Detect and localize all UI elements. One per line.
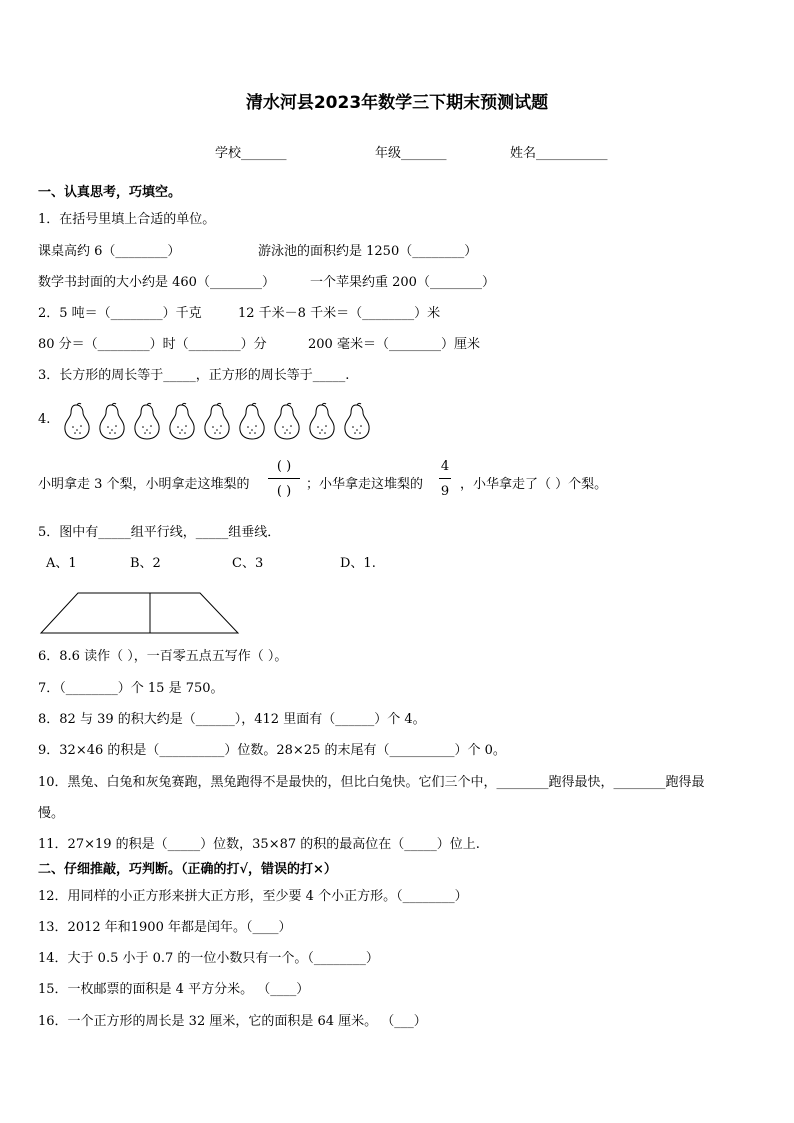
question-14: 14．大于 0.5 小于 0.7 的一位小数只有一个。（________） (38, 951, 379, 966)
pear-icon (275, 403, 299, 439)
pear-icon (65, 403, 89, 439)
question-3: 3．长方形的周长等于_____，正方形的周长等于_____. (38, 368, 350, 383)
pear-icon (310, 403, 334, 439)
name-field: 姓名___________ (510, 146, 608, 161)
pear-icon (100, 403, 124, 439)
page-title: 清水河县2023年数学三下期末预测试题 (245, 93, 549, 113)
question-6: 6．8.6 读作（ ），一百零五点五写作（ ）。 (38, 649, 288, 664)
blank-fraction (264, 457, 304, 503)
question-4-number: 4. (38, 412, 51, 427)
section-2-heading: 二、仔细推敲，巧判断。（正确的打√，错误的打×） (38, 862, 337, 877)
question-8: 8．82 与 39 的积大约是（______），412 里面有（______）个 4。 (38, 712, 426, 727)
question-15: 15．一枚邮票的面积是 4 平方分米。 （____） (38, 982, 310, 997)
question-11: 11．27×19 的积是（_____）位数，35×87 的积的最高位在（_____）位上. (38, 837, 480, 852)
trapezoid-figure (38, 590, 244, 638)
question-9: 9．32×46 的积是（__________）位数。28×25 的末尾有（__________）个 0。 (38, 743, 506, 758)
grade-field: 年级_______ (375, 146, 447, 161)
pear-icon (205, 403, 229, 439)
option-a: A、1 (46, 556, 77, 571)
school-field: 学校_______ (215, 146, 287, 161)
question-5: 5．图中有_____组平行线，_____组垂线． (38, 525, 281, 540)
option-c: C、3 (232, 556, 264, 571)
section-1-heading: 一、认真思考，巧填空。 (38, 185, 182, 200)
question-1d: 一个苹果约重 200（________） (310, 275, 495, 290)
question-10-line2: 慢。 (38, 806, 65, 821)
question-2d: 200 毫米＝（________）厘米 (308, 337, 480, 352)
question-2a: 2．5 吨＝（________）千克 (38, 306, 202, 321)
pear-row (60, 402, 380, 442)
question-1: 1．在括号里填上合适的单位。 (38, 212, 216, 227)
pear-icon (345, 403, 369, 439)
question-2c: 80 分＝（________）时（________）分 (38, 337, 267, 352)
question-10-line1: 10．黑兔、白兔和灰兔赛跑，黑兔跑得不是最快的，但比白兔快。它们三个中，________跑得最快，________跑得最 (38, 775, 705, 790)
option-b: B、2 (130, 556, 161, 571)
pear-icon (135, 403, 159, 439)
question-4-text1: 小明拿走 3 个梨，小明拿走这堆梨的 (38, 477, 250, 492)
question-1b: 游泳池的面积约是 1250（________） (258, 244, 478, 259)
question-16: 16．一个正方形的周长是 32 厘米，它的面积是 64 厘米。 （___） (38, 1014, 427, 1029)
fraction-numerator: ( ) (276, 459, 292, 474)
question-7: 7．（________）个 15 是 750。 (38, 681, 224, 696)
question-4-text3: ，小华拿走了（ ）个梨。 (460, 477, 608, 492)
question-12: 12．用同样的小正方形来拼大正方形，至少要 4 个小正方形。（________） (38, 889, 468, 904)
question-4-text2: ；小华拿走这堆梨的 (306, 477, 424, 492)
option-d: D、1. (340, 556, 376, 571)
question-1a: 课桌高约 6（________） (38, 244, 181, 259)
fraction-numerator: 4 (440, 459, 450, 474)
fraction-denominator: 9 (440, 484, 450, 499)
question-2b: 12 千米－8 千米＝（________）米 (238, 306, 441, 321)
fraction-denominator: ( ) (276, 484, 292, 499)
pear-icon (170, 403, 194, 439)
question-13: 13．2012 年和1900 年都是闰年。（____） (38, 920, 292, 935)
four-ninths-fraction (427, 457, 463, 503)
pear-icon (240, 403, 264, 439)
question-1c: 数学书封面的大小约是 460（________） (38, 275, 275, 290)
